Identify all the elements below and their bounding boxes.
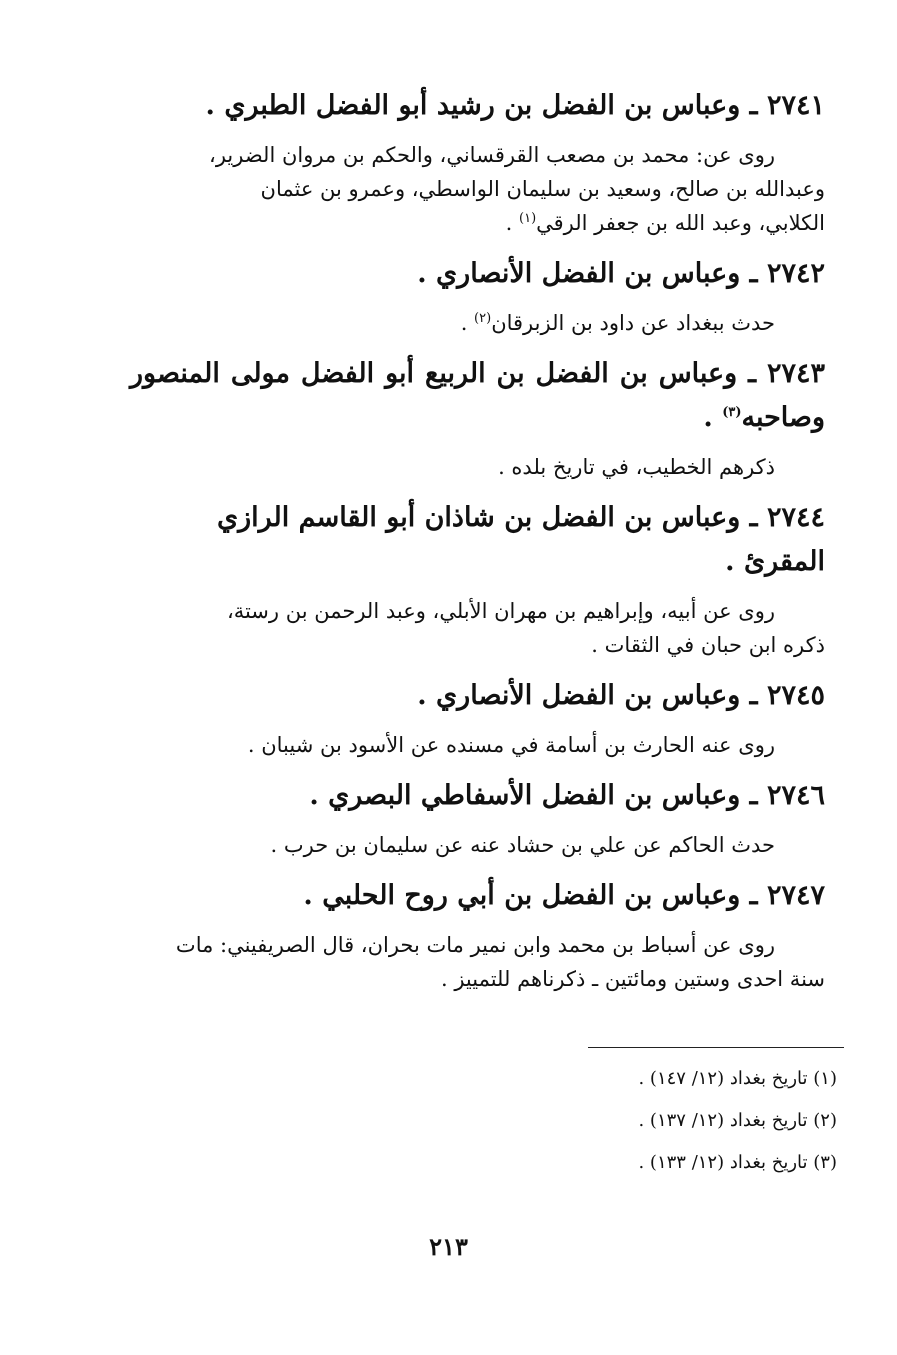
body-line: روى عن أبيه، وإبراهيم بن مهران الأبلي، وعبد الرحمن بن رستة، — [226, 599, 775, 623]
entry-heading: ٢٧٤٦ ـ وعباس بن الفضل الأسفاطي البصري . — [309, 780, 825, 811]
footnote-3: (٣) تاريخ بغداد (١٢/ ١٣٣) . — [638, 1152, 837, 1173]
page-number: ٢١٣ — [429, 1232, 468, 1261]
body-line-last — [130, 206, 825, 240]
body-line: سنة احدى وستين ومائتين ـ ذكرناهم للتمييز . — [440, 967, 825, 991]
entry-heading: ٢٧٤٢ ـ وعباس بن الفضل الأنصاري . — [417, 258, 825, 289]
body-line: الكلابي، وعبد الله بن جعفر الرقي — [536, 211, 825, 235]
body-line: وعبدالله بن صالح، وسعيد بن سليمان الواسطي، وعمرو بن عثمان — [260, 177, 825, 201]
footnote-ref: (١) — [519, 211, 537, 226]
entry-heading: ٢٧٤٤ ـ وعباس بن الفضل بن شاذان أبو القاسم الرازي المقرئ . — [216, 502, 825, 577]
entry-body — [130, 594, 825, 662]
entry-2745 — [130, 674, 825, 762]
body-line: روى عن: محمد بن مصعب القرقساني، والحكم بن مروان الضرير، — [209, 143, 775, 167]
period: . — [460, 311, 475, 335]
entry-body: ذكرهم الخطيب، في تاريخ بلده . — [498, 455, 775, 479]
entry-heading: ٢٧٤٥ ـ وعباس بن الفضل الأنصاري . — [417, 680, 825, 711]
period: . — [505, 211, 519, 235]
footnotes — [537, 1062, 837, 1188]
period: . — [703, 402, 723, 433]
entry-2743 — [130, 352, 825, 484]
entry-heading: ٢٧٤١ ـ وعباس بن الفضل بن رشيد أبو الفضل الطبري . — [205, 90, 825, 121]
entry-heading: ٢٧٤٧ ـ وعباس بن الفضل بن أبي روح الحلبي . — [303, 880, 825, 911]
entry-heading: ٢٧٤٣ ـ وعباس بن الفضل بن الربيع أبو الفضل مولى المنصور — [130, 358, 825, 389]
entry-body: روى عنه الحارث بن أسامة في مسنده عن الأسود بن شيبان . — [247, 733, 775, 757]
entry-2746 — [130, 774, 825, 862]
entry-2741 — [130, 84, 825, 240]
body-text: حدث ببغداد عن داود بن الزبرقان — [491, 311, 775, 335]
entry-2744 — [130, 496, 825, 662]
entry-body — [130, 138, 825, 240]
footnote-divider — [588, 1047, 844, 1048]
entry-body: حدث الحاكم عن علي بن حشاد عنه عن سليمان بن حرب . — [270, 833, 775, 857]
entry-body — [130, 928, 825, 996]
footnote-ref: (٢) — [474, 311, 492, 326]
entry-body — [130, 306, 825, 340]
footnote-2: (٢) تاريخ بغداد (١٢/ ١٣٧) . — [638, 1110, 837, 1131]
page-body — [130, 84, 825, 1008]
entry-heading-cont — [130, 396, 825, 440]
footnote-1: (١) تاريخ بغداد (١٢/ ١٤٧) . — [638, 1068, 837, 1089]
entry-2747 — [130, 874, 825, 996]
body-line: روى عن أسباط بن محمد وابن نمير مات بحران، قال الصريفيني: مات — [175, 933, 775, 957]
entry-2742 — [130, 252, 825, 340]
footnote-ref: (٣) — [722, 405, 742, 420]
heading-text: وصاحبه — [741, 402, 825, 433]
body-line: ذكره ابن حبان في الثقات . — [591, 633, 825, 657]
